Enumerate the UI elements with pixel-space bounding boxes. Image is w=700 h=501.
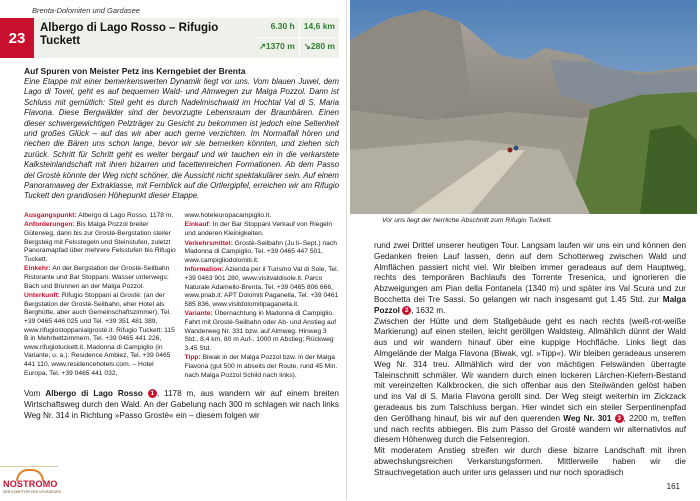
intro-paragraph: Eine Etappe mit einer bemerkenswerten Dynamik liegt vor uns. Vom blauen Juwel, dem Lago di Tovel, geht es auf bequemen Wald- und Almwegen zur Malga Pozzol. Dann ist Schluss mit gemütlich: Steil geht es durch Nadelmischwald im Hochtal Val di S. Maria Flavona. Diese Bergwälder sind der bevorzugte Lebensraum der Braunbären. Einen dieser schwergewichtigen Pelzträger zu Gesicht zu bekommen ist jedoch eine Seltenheit und großes Glück – auf das wir aber auch gerne verzichten. Im Normalfall hören und riechen die Bären uns schon lange, bevor wir sie bemerken könnten, und ziehen sich zurück. Schritt für Schritt geht es weiter bergauf und wir tauchen ein in die verkarstete Kalksteinlandschaft mit ihren bizarren und facettenreichen Formationen. Ab dem Passo del Grostè könnte der Weg nicht schöner, die Aussicht nicht spektakulärer sein. Auf einem Panoramaweg der Extraklasse, mit Fernblick auf die Ortlergipfel, erreichen wir am Rifugio Tuckett den grandiosen Höhepunkt dieser Etappe. [24, 77, 339, 201]
info-item [24, 221, 179, 264]
waypoint-badge: 1 [148, 389, 157, 398]
duration-stat: 6.30 h [255, 18, 299, 37]
tour-title: Albergo di Lago Rosso – Rifugio Tuckett [34, 18, 255, 58]
left-page [0, 0, 347, 500]
waypoint-badge: 2 [402, 306, 411, 315]
tour-number: 23 [0, 18, 34, 58]
photo-caption: Vor uns liegt der herrliche Abschnitt zum Rifugio Tuckett. [382, 217, 553, 224]
info-text: In der Bar Stoppani Verkauf von Riegeln und anderen Kleinigkeiten. [184, 221, 333, 238]
info-text: Übernachtung in Madonna di Campiglio. Fahrt mit Grostè-Seilbahn oder Ab- und Anstieg auf Wanderweg Nr. 331 bzw. auf Almweg. Hinweg 3 Std., 8,4 km, 80 m Auf-, 1000 m Abstieg; Rückweg 3.45 Std. [184, 310, 337, 352]
info-label: Information: [184, 266, 224, 274]
section-subtitle: Auf Spuren von Meister Petz ins Kerngebiet der Brenta [24, 66, 246, 76]
body-text: , 1632 m. [411, 305, 446, 315]
waypoint-badge: 3 [615, 414, 624, 423]
place-name: Malga Pozzol [374, 294, 686, 315]
body-text: rund zwei Drittel unserer heutigen Tour. Langsam laufen wir uns ein und können den Gedanken freien Lauf lassen, denn auf dem Schotterweg zwischen Wald und Almflächen passiert nicht viel. Wir bleiben immer geradeaus auf dem Hauptweg, rechts des temporären Bachlaufs des Torrente Tresenica, und ignorieren die Abzweigungen am Pian della Fontanela (1340 m) und später ins Val Scura und zur Bocchetta dei Tre Sassi. So gelangen wir nach insgesamt gut 1.45 Std. zur [374, 241, 686, 304]
mountain-landscape-image [350, 0, 697, 214]
info-text: An der Bergstation der Grostè-Seilbahn Ristorante und Bar Stoppani. Wasser unterwegs: Bach und Brunnen an der Malga Pozzol. [24, 265, 170, 290]
publisher-logo [0, 466, 62, 501]
info-item [24, 212, 179, 221]
info-item [24, 265, 179, 291]
info-item [185, 212, 340, 221]
body-text: , 2200 m, treffen und nach rechts abbiegen. Bis zum Passo del Grostè wandern wir alternativlos auf diesem Höhenweg durch die Felsenregion. [374, 413, 686, 445]
distance-stat: 14,6 km [300, 18, 339, 37]
info-item [185, 310, 340, 353]
info-label: Unterkunft: [24, 292, 61, 300]
info-text: Azienda per il Turismo Val di Sole, Tel. +39 0463 901 280, www.visitvaldisole.it. Parco Naturale Adamello-Brenta, Tel. +39 0465 806 666, www.pnab.it. APT Dolomiti Paganella, Tel. +39 0461 585 836, www.visitdolomitipaganella.it. [184, 266, 339, 308]
body-text: Zwischen der Hütte und dem Stallgebäude geht es nach rechts (weiß-rot-weiße Markierung) auf einen steilen, leicht geröllgen Waldsteig. Allmählich dünnt der Wald aus und wir wandern hinauf über eine kuppige Hochfläche. Links liegt das Almgelände der Malga Flavona (Biwak, vgl. »Tipp«). Wir bleiben geradeaus unserem Weg Nr. 314 treu. Allmählich wird der von mächtigen Felswänden überragte Taleinschnitt schmäler. Wir wandern durch einen lockeren Lärchen-Kiefern-Bestand mit vereinzelten Kalkbrocken, die sich offenbar aus den Steilwänden gelöst haben und ins Val di S. Maria Flavona gerollt sind. Der Weg steigt weiterhin im Zickzack geradeaus bis zum Talschluss bergan. Hier windet sich ein steiler Serpentinenpfad den Geröllhang hinauf, bis wir auf den querenden [374, 316, 686, 423]
info-text: Albergo di Lago Rosso, 1178 m. [76, 211, 174, 219]
info-column-right [185, 212, 340, 381]
info-item [24, 292, 179, 378]
body-text: Mit moderatem Anstieg streifen wir durch diese bizarre Landschaft mit ihren abwechslungsreichen Verkarstungsformen. Mittlerweile haben wir die Strauchvegetation auch unter uns gelassen und nur noch sporadisch [374, 446, 686, 477]
running-head: Brenta-Dolomiten und Gardasee [32, 6, 140, 15]
info-text: Grostè-Seilbahn (Ju li–Sept.) nach Madonna di Campiglio, Tel. +39 0465 447 501, www.campigliodolomiti.it. [184, 239, 337, 264]
ascent-stat: ↗1370 m [255, 38, 299, 58]
place-name: Albergo di Lago Rosso [45, 389, 143, 399]
body-paragraph [24, 389, 339, 421]
tour-stats [255, 18, 339, 58]
info-text: www.hoteleuropacampiglio.it. [184, 211, 272, 219]
info-item [185, 240, 340, 266]
info-label: Einkehr: [24, 265, 51, 273]
info-text: Biwak in der Malga Pozzol bzw. in der Malga Flavona (gut 500 m abseits der Route, rund 45 Min. nach Malga Pozzol Schild nach links). [184, 354, 338, 379]
mountain-photo [350, 0, 697, 214]
info-label: Tipp: [184, 354, 201, 362]
place-name: Weg Nr. 301 [563, 413, 612, 423]
info-label: Anforderungen: [24, 221, 75, 229]
page-number: 161 [666, 482, 680, 491]
body-text: Vom [24, 389, 46, 399]
info-label: Verkehrsmittel: [184, 239, 233, 247]
info-label: Ausgangspunkt: [24, 211, 77, 219]
info-item [185, 221, 340, 238]
info-column-left [24, 212, 179, 381]
info-item [185, 354, 340, 380]
info-label: Einkauf: [184, 221, 211, 229]
logo-subtitle: DER KOMPTOIR DES VOYAGEURS [3, 490, 62, 494]
descent-stat: ↘280 m [300, 38, 339, 58]
info-text: Bis Malga Pozzol breiter Güterweg, dann bis zur Grostè-Bergstation steiler Bergsteig mit Felsstegeln und Steinstufen, zuletzt Panoramapfad über mehrere Felsstufen bis Rifugio Tuckett. [24, 221, 176, 263]
tour-header [0, 18, 339, 58]
logo-name: NOSTROMO [3, 479, 58, 489]
right-page [347, 0, 700, 500]
info-item [185, 266, 340, 309]
body-text: , 1178 m, aus wandern wir auf einem breiten Wirtschaftsweg durch den Wald. An der Gabelung nach 300 m schlagen wir nach links Weg Nr. 314 in Richtung »Passo Grostè« ein – diesem folgen wir [24, 389, 339, 420]
info-box [24, 212, 339, 381]
info-label: Variante: [184, 310, 213, 318]
body-paragraph [374, 241, 686, 479]
info-text: Rifugio Stoppani al Grostè: (an der Bergstation der Grostè-Seilbahn, eher Hotel als Berghütte, aber auch Gemeinschaftszimmer), Tel. +39 0465 446 025 und Tel. +39 351 481 389, www.rifugiostoppanialgrostè.it. Rifugio Tuckett: 115 B in Mehrbettzimmern, Tel. +39 0465 441 226, www.rifugiotuckett.it. Madonna di Campiglio (in Variante; u. a.): Residence Ambiez, Tel. +39 0465 441 110, www.residencehotels.com. – Hotel Europa, Tel. +39 0465 441 032, [24, 292, 175, 377]
